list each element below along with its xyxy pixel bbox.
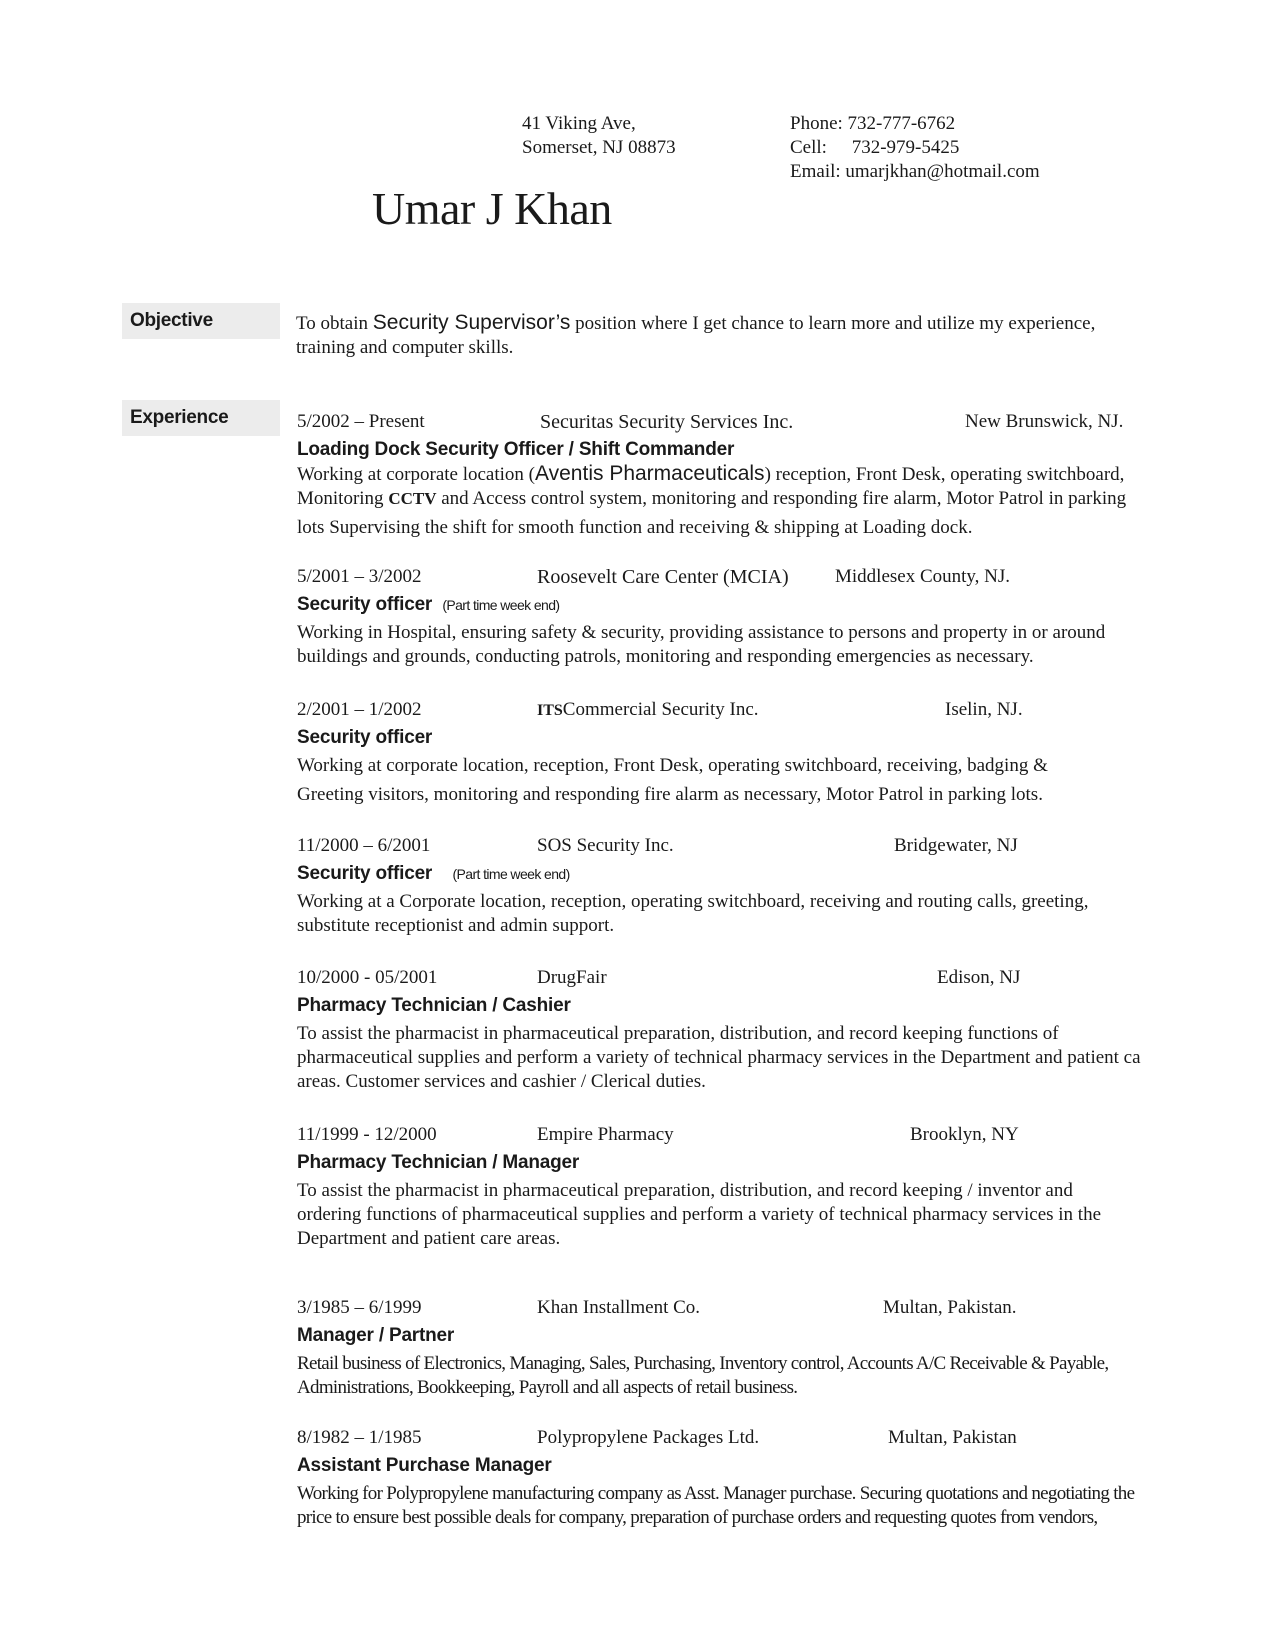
- job-location: Brooklyn, NY: [910, 1124, 1019, 1145]
- objective-pre: To obtain: [296, 313, 373, 334]
- job-dates: 11/2000 – 6/2001: [297, 835, 431, 856]
- job-dates: 5/2001 – 3/2002: [297, 566, 422, 587]
- job-desc-line: areas. Customer services and cashier / Clerical duties.: [297, 1071, 706, 1092]
- job-desc-line: lots Supervising the shift for smooth function and receiving & shipping at Loading dock.: [297, 517, 973, 538]
- job-header: [297, 1123, 1217, 1149]
- objective-highlight: Security Supervisor’s: [372, 311, 571, 334]
- job-note: (Part time week end): [452, 866, 570, 882]
- job-header: [297, 565, 1217, 591]
- job-title: Manager / Partner: [297, 1325, 455, 1346]
- job-title-row: [297, 862, 1217, 886]
- job-location: Multan, Pakistan.: [883, 1297, 1017, 1318]
- job-company: Securitas Security Services Inc.: [540, 411, 794, 433]
- job-desc-line: Administrations, Bookkeeping, Payroll and all aspects of retail business.: [297, 1377, 798, 1398]
- job-company: Roosevelt Care Center (MCIA): [537, 566, 789, 588]
- job-title: Pharmacy Technician / Cashier: [297, 995, 571, 1016]
- job-title: Loading Dock Security Officer / Shift Commander: [297, 439, 735, 460]
- desc-highlight: Aventis Pharmaceuticals: [535, 462, 765, 485]
- job-title: Security officer: [297, 863, 433, 884]
- job-company: Commercial Security Inc.: [562, 699, 759, 720]
- phone-text: Phone: 732-777-6762: [790, 113, 956, 134]
- job-location: New Brunswick, NJ.: [965, 411, 1124, 432]
- job-desc-line: price to ensure best possible deals for company, preparation of purchase orders and requesting quotes from vendors,: [297, 1507, 1098, 1528]
- objective-line-2: training and computer skills.: [296, 337, 514, 358]
- job-desc-line: Working at a Corporate location, reception, operating switchboard, receiving and routing calls, greeting,: [297, 891, 1089, 912]
- job-company: SOS Security Inc.: [537, 835, 674, 856]
- job-company: Empire Pharmacy: [537, 1124, 674, 1145]
- job-company-row: [537, 698, 759, 723]
- experience-label-box: [122, 400, 280, 436]
- job-header: [297, 966, 1217, 992]
- job-note: (Part time week end): [442, 597, 560, 613]
- job-desc-line: Working at corporate location, reception, Front Desk, operating switchboard, receiving, badging &: [297, 755, 1048, 776]
- job-company: Polypropylene Packages Ltd.: [537, 1427, 760, 1448]
- job-location: Edison, NJ: [937, 967, 1021, 988]
- job-dates: 8/1982 – 1/1985: [297, 1427, 422, 1448]
- job-desc-line: Retail business of Electronics, Managing, Sales, Purchasing, Inventory control, Accounts A/C Receivable & Payable,: [297, 1353, 1109, 1374]
- job-desc-line: To assist the pharmacist in pharmaceutical preparation, distribution, and record keeping functions of: [297, 1023, 1059, 1044]
- job-desc-line: Working for Polypropylene manufacturing company as Asst. Manager purchase. Securing quotations and negotiating the: [297, 1483, 1135, 1504]
- job-title: Pharmacy Technician / Manager: [297, 1152, 580, 1173]
- job-company-mark: ITS: [537, 702, 563, 719]
- contact-block: [790, 112, 1040, 184]
- job-desc-line: Greeting visitors, monitoring and responding fire alarm as necessary, Motor Patrol in parking lots.: [297, 784, 1043, 805]
- job-entry: [297, 1426, 1217, 1530]
- job-entry: [297, 565, 1217, 669]
- job-desc-line: [297, 487, 1217, 511]
- address-line-2: Somerset, NJ 08873: [522, 137, 676, 158]
- job-header: [297, 698, 1217, 724]
- desc-post: and Access control system, monitoring and responding fire alarm, Motor Patrol in parking: [436, 488, 1127, 509]
- job-title: Security officer: [297, 594, 433, 615]
- objective-label: Objective: [130, 310, 213, 331]
- cell-row: [790, 136, 1040, 160]
- desc-pre: Monitoring: [297, 488, 389, 509]
- job-entry: [297, 410, 1217, 540]
- job-entry: [297, 966, 1217, 1094]
- job-desc-line: pharmaceutical supplies and perform a variety of technical pharmacy services in the Department and patient ca: [297, 1047, 1141, 1068]
- job-location: Multan, Pakistan: [888, 1427, 1017, 1448]
- job-desc-line: Department and patient care areas.: [297, 1228, 561, 1249]
- job-title: Security officer: [297, 727, 433, 748]
- objective-post: position where I get chance to learn more and utilize my experience,: [570, 313, 1096, 334]
- email-text[interactable]: Email: umarjkhan@hotmail.com: [790, 161, 1040, 182]
- job-location: Iselin, NJ.: [945, 699, 1023, 720]
- desc-pre: Working at corporate location (: [297, 464, 535, 485]
- objective-text: [296, 311, 1095, 360]
- job-company: Khan Installment Co.: [537, 1297, 701, 1318]
- job-entry: [297, 698, 1217, 807]
- candidate-name: Umar J Khan: [372, 183, 612, 234]
- job-title: Assistant Purchase Manager: [297, 1455, 552, 1476]
- job-desc-line: Working in Hospital, ensuring safety & security, providing assistance to persons and property in or around: [297, 622, 1106, 643]
- objective-label-box: [122, 303, 280, 339]
- job-dates: 3/1985 – 6/1999: [297, 1297, 422, 1318]
- job-entry: [297, 834, 1217, 938]
- job-dates: 11/1999 - 12/2000: [297, 1124, 437, 1145]
- job-header: [297, 834, 1217, 860]
- job-desc-line: [297, 462, 1217, 487]
- objective-line-1: [296, 311, 1095, 336]
- job-header: [297, 1426, 1217, 1452]
- job-header: [297, 410, 1217, 436]
- address: [522, 112, 676, 160]
- job-desc-line: ordering functions of pharmaceutical supplies and perform a variety of technical pharmacy services in the: [297, 1204, 1102, 1225]
- job-dates: 10/2000 - 05/2001: [297, 967, 438, 988]
- cell-label: Cell:: [790, 137, 827, 158]
- job-title-row: [297, 593, 1217, 617]
- job-entry: [297, 1123, 1217, 1251]
- address-line-1: 41 Viking Ave,: [522, 113, 636, 134]
- experience-label: Experience: [130, 407, 229, 428]
- job-header: [297, 1296, 1217, 1322]
- job-location: Middlesex County, NJ.: [835, 566, 1011, 587]
- job-dates: 5/2002 – Present: [297, 411, 425, 432]
- job-desc-line: buildings and grounds, conducting patrols, monitoring and responding emergencies as necessary.: [297, 646, 1034, 667]
- job-desc-line: substitute receptionist and admin support.: [297, 915, 615, 936]
- desc-bold: CCTV: [388, 489, 437, 508]
- job-location: Bridgewater, NJ: [894, 835, 1018, 856]
- job-dates: 2/2001 – 1/2002: [297, 699, 422, 720]
- job-company: DrugFair: [537, 967, 607, 988]
- desc-post: ) reception, Front Desk, operating switchboard,: [764, 464, 1125, 485]
- cell-value: 732-979-5425: [851, 137, 960, 158]
- job-desc-line: To assist the pharmacist in pharmaceutical preparation, distribution, and record keeping / inventor and: [297, 1180, 1073, 1201]
- job-entry: [297, 1296, 1217, 1400]
